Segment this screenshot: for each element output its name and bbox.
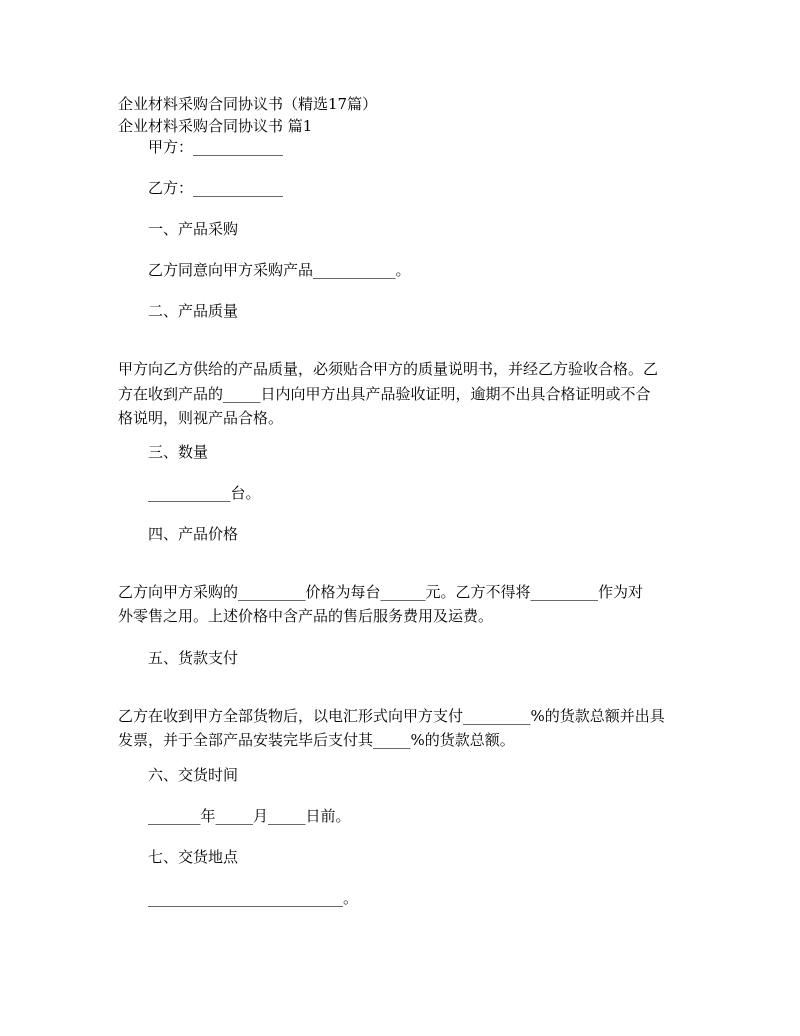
section-7-heading: 七、交货地点 [148,848,239,866]
section-2-line: 格说明，则视产品合格。 [118,409,284,427]
section-4-line: 外零售之用。上述价格中含产品的售后服务费用及运费。 [118,607,494,625]
document-title: 企业材料采购合同协议书（精选17篇） [118,95,378,113]
section-5-line: 乙方在收到甲方全部货物后，以电汇形式向甲方支付_________%的货款总额并出具 [118,707,665,725]
section-2-heading: 二、产品质量 [148,302,239,320]
section-3-heading: 三、数量 [148,443,209,461]
section-1-heading: 一、产品采购 [148,220,239,238]
party-b-line: 乙方：____________ [148,179,284,197]
party-a-line: 甲方：____________ [148,138,284,156]
section-5-line: 发票，并于全部产品安装完毕后支付其_____%的货款总额。 [118,731,515,749]
section-3-text: ___________台。 [148,484,261,502]
section-7-text: __________________________。 [148,889,359,907]
section-2-line: 方在收到产品的_____日内向甲方出具产品验收证明，逾期不出具合格证明或不合 [118,385,651,403]
section-4-line: 乙方向甲方采购的_________价格为每台______元。乙方不得将_________作为对 [118,583,644,601]
section-5-heading: 五、货款支付 [148,649,239,667]
section-6-text: _______年_____月_____日前。 [148,807,351,825]
section-6-heading: 六、交货时间 [148,766,239,784]
section-1-text: 乙方同意向甲方采购产品___________。 [148,261,411,279]
section-2-line: 甲方向乙方供给的产品质量，必须贴合甲方的质量说明书，并经乙方验收合格。乙 [118,360,659,378]
section-4-heading: 四、产品价格 [148,525,239,543]
document-subtitle: 企业材料采购合同协议书 篇1 [118,117,313,135]
